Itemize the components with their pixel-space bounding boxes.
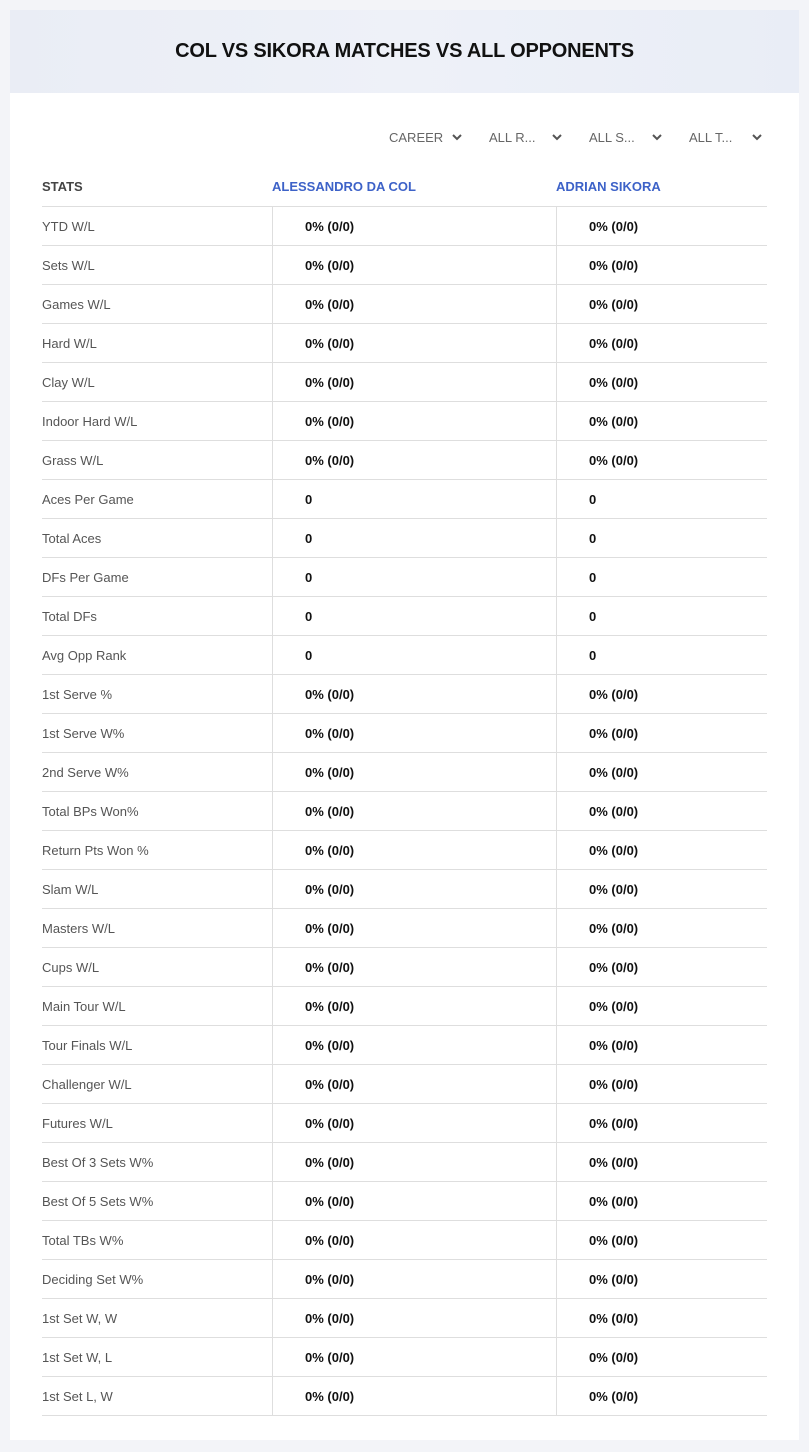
chevron-down-icon [451, 131, 463, 143]
stat-label: Masters W/L [42, 920, 115, 936]
player1-value: 0 [272, 558, 556, 596]
table-row [42, 1104, 767, 1143]
stat-label: Tour Finals W/L [42, 1037, 133, 1053]
chevron-down-icon [651, 131, 663, 143]
player2-value: 0% (0/0) [556, 987, 767, 1025]
player1-value: 0% (0/0) [272, 792, 556, 830]
player1-value: 0% (0/0) [272, 714, 556, 752]
period-select[interactable] [367, 126, 467, 148]
stat-label: 1st Serve % [42, 686, 113, 702]
player1-value: 0% (0/0) [272, 1299, 556, 1337]
player2-value: 0% (0/0) [556, 1143, 767, 1181]
stat-label: 1st Serve W% [42, 725, 125, 741]
player2-value: 0 [556, 636, 767, 674]
table-header [42, 166, 767, 207]
player1-value: 0% (0/0) [272, 1104, 556, 1142]
player2-value: 0% (0/0) [556, 1104, 767, 1142]
stat-label: Slam W/L [42, 881, 99, 897]
player1-value: 0 [272, 480, 556, 518]
stat-label: Total Aces [42, 530, 102, 546]
table-row [42, 597, 767, 636]
player1-column-header[interactable]: ALESSANDRO DA COL [272, 178, 416, 194]
tournament-select-value: ALL T... [689, 129, 733, 145]
stat-label: YTD W/L [42, 218, 95, 234]
player2-value: 0% (0/0) [556, 1182, 767, 1220]
table-row [42, 987, 767, 1026]
stat-label: Sets W/L [42, 257, 95, 273]
stat-label: Total TBs W% [42, 1232, 124, 1248]
table-row [42, 1299, 767, 1338]
player2-value: 0% (0/0) [556, 948, 767, 986]
player1-value: 0% (0/0) [272, 1377, 556, 1415]
table-row [42, 519, 767, 558]
stat-label: Main Tour W/L [42, 998, 126, 1014]
stat-label: Best Of 3 Sets W% [42, 1154, 154, 1170]
player2-value: 0% (0/0) [556, 363, 767, 401]
stat-label: 2nd Serve W% [42, 764, 129, 780]
player2-value: 0 [556, 597, 767, 635]
period-select-value: CAREER [389, 129, 444, 145]
player2-value: 0% (0/0) [556, 402, 767, 440]
table-row [42, 792, 767, 831]
stat-label: Deciding Set W% [42, 1271, 144, 1287]
player2-value: 0% (0/0) [556, 324, 767, 362]
player1-value: 0% (0/0) [272, 1221, 556, 1259]
stats-card [10, 10, 799, 1440]
player2-value: 0% (0/0) [556, 1260, 767, 1298]
player2-value: 0% (0/0) [556, 285, 767, 323]
player1-value: 0% (0/0) [272, 1182, 556, 1220]
player2-value: 0% (0/0) [556, 870, 767, 908]
stat-label: Futures W/L [42, 1115, 113, 1131]
stat-label: Clay W/L [42, 374, 95, 390]
stat-label: Grass W/L [42, 452, 104, 468]
stat-label: Games W/L [42, 296, 111, 312]
table-row [42, 1260, 767, 1299]
stat-label: Indoor Hard W/L [42, 413, 138, 429]
player1-value: 0% (0/0) [272, 285, 556, 323]
round-select[interactable] [467, 126, 567, 148]
table-row [42, 714, 767, 753]
player1-value: 0% (0/0) [272, 948, 556, 986]
table-row [42, 363, 767, 402]
player2-value: 0% (0/0) [556, 909, 767, 947]
stats-table [42, 166, 767, 1416]
player2-value: 0% (0/0) [556, 714, 767, 752]
player1-value: 0% (0/0) [272, 1338, 556, 1376]
player1-value: 0% (0/0) [272, 675, 556, 713]
table-row [42, 1143, 767, 1182]
player2-value: 0 [556, 480, 767, 518]
table-row [42, 324, 767, 363]
player2-value: 0% (0/0) [556, 753, 767, 791]
player2-value: 0% (0/0) [556, 1299, 767, 1337]
table-row [42, 480, 767, 519]
player2-value: 0% (0/0) [556, 831, 767, 869]
stat-label: Total BPs Won% [42, 803, 139, 819]
table-row [42, 441, 767, 480]
round-select-value: ALL R... [489, 129, 536, 145]
player1-value: 0% (0/0) [272, 831, 556, 869]
stat-label: Aces Per Game [42, 491, 134, 507]
player1-value: 0% (0/0) [272, 363, 556, 401]
table-row [42, 402, 767, 441]
player1-value: 0% (0/0) [272, 441, 556, 479]
player1-value: 0% (0/0) [272, 909, 556, 947]
player1-value: 0% (0/0) [272, 402, 556, 440]
player2-value: 0 [556, 558, 767, 596]
table-row [42, 1338, 767, 1377]
player1-value: 0% (0/0) [272, 987, 556, 1025]
player2-value: 0% (0/0) [556, 1377, 767, 1415]
table-row [42, 948, 767, 987]
surface-select[interactable] [567, 126, 667, 148]
stat-label: Total DFs [42, 608, 97, 624]
table-row [42, 831, 767, 870]
stat-label: Hard W/L [42, 335, 97, 351]
stat-label: DFs Per Game [42, 569, 129, 585]
player2-value: 0% (0/0) [556, 1338, 767, 1376]
player1-value: 0% (0/0) [272, 1143, 556, 1181]
player1-value: 0 [272, 636, 556, 674]
table-body [42, 207, 767, 1416]
player2-value: 0% (0/0) [556, 1026, 767, 1064]
player2-value: 0% (0/0) [556, 441, 767, 479]
table-row [42, 909, 767, 948]
player1-value: 0 [272, 597, 556, 635]
table-row [42, 675, 767, 714]
table-row [42, 1182, 767, 1221]
table-row [42, 558, 767, 597]
player1-value: 0% (0/0) [272, 207, 556, 245]
stat-label: Avg Opp Rank [42, 647, 127, 663]
player2-value: 0% (0/0) [556, 1065, 767, 1103]
table-row [42, 636, 767, 675]
stat-label: Best Of 5 Sets W% [42, 1193, 154, 1209]
player1-value: 0% (0/0) [272, 1026, 556, 1064]
filter-bar [367, 126, 767, 148]
player2-value: 0% (0/0) [556, 675, 767, 713]
tournament-select[interactable] [667, 126, 767, 148]
player2-value: 0% (0/0) [556, 1221, 767, 1259]
page-title: COL VS SIKORA MATCHES VS ALL OPPONENTS [175, 40, 634, 62]
chevron-down-icon [551, 131, 563, 143]
player1-value: 0% (0/0) [272, 1065, 556, 1103]
player1-value: 0% (0/0) [272, 753, 556, 791]
table-row [42, 246, 767, 285]
stat-label: 1st Set W, W [42, 1310, 118, 1326]
player1-value: 0% (0/0) [272, 870, 556, 908]
table-row [42, 753, 767, 792]
table-row [42, 870, 767, 909]
player2-value: 0% (0/0) [556, 792, 767, 830]
chevron-down-icon [751, 131, 763, 143]
table-row [42, 207, 767, 246]
stat-label: Challenger W/L [42, 1076, 132, 1092]
player2-value: 0% (0/0) [556, 246, 767, 284]
player2-value: 0 [556, 519, 767, 557]
player1-value: 0% (0/0) [272, 246, 556, 284]
player2-column-header[interactable]: ADRIAN SIKORA [556, 178, 661, 194]
player1-value: 0 [272, 519, 556, 557]
stat-label: Return Pts Won % [42, 842, 149, 858]
table-row [42, 1377, 767, 1416]
player1-value: 0% (0/0) [272, 324, 556, 362]
player1-value: 0% (0/0) [272, 1260, 556, 1298]
surface-select-value: ALL S... [589, 129, 635, 145]
player2-value: 0% (0/0) [556, 207, 767, 245]
table-row [42, 1026, 767, 1065]
stat-label: Cups W/L [42, 959, 100, 975]
table-row [42, 1221, 767, 1260]
stat-label: 1st Set L, W [42, 1388, 113, 1404]
card-header [10, 10, 799, 93]
table-row [42, 285, 767, 324]
table-row [42, 1065, 767, 1104]
stat-label: 1st Set W, L [42, 1349, 113, 1365]
stats-column-header: STATS [42, 178, 83, 194]
